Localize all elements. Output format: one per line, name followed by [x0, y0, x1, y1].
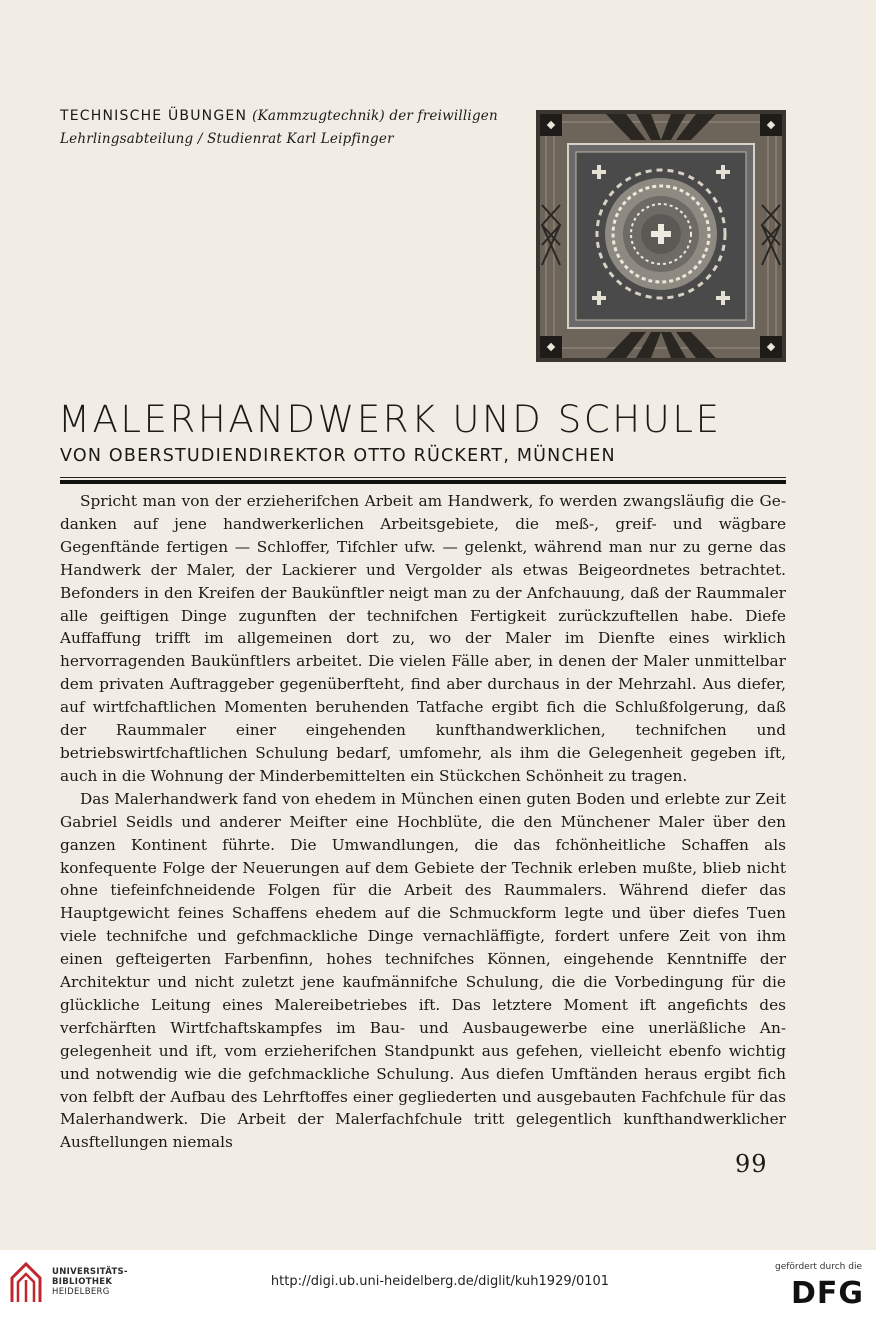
- permalink-url[interactable]: http://digi.ub.uni-heidelberg.de/diglit/kuh1929/0101: [270, 1274, 610, 1289]
- funded-by-label: gefördert durch die: [775, 1262, 862, 1272]
- title-rule-thick: [60, 480, 786, 484]
- photo-caption: [60, 104, 520, 150]
- paragraph-2: Das Malerhandwerk fand von ehedem in München einen guten Boden und erlebte zur Zeit Gabriel Seidls und anderer Meifter eine Hochblüte, die den Münchener Maler über den ganzen Kontinent führte. Die Umwandlungen, die das fchönheitliche Schaffen als konfequente Folge der Neuerungen auf dem Gebiete der Technik erleben mußte, blieb nicht ohne tiefeinfchneidende Folgen für die Arbeit des Raummalers. Während diefer das Hauptgewicht feines Schaffens ehedem auf die Schmuckform legte und über diefes Tuen viele technifche und gefchmackliche Dinge vernachläffigte, fordert unfere Zeit von ihm einen gefteigerten Farbenfinn, hohes technifches Können, eingehende Kenntniffe der Architektur und nicht zuletzt jene kaufmännifche Schulung, die die Vorbedingung für die glückliche Leitung eines Malereibetriebes ift. Das letztere Moment ift angefichts des verfchärften Wirtfchaftskampfes im Bau- und Ausbaugewerbe eine unerläßliche Angelegenheit und ift, vom erzieherifchen Standpunkt aus gefehen, vielleicht ebenfo wichtig und notwendig wie die gefchmackliche Schulung. Aus diefen Umftänden heraus ergibt fich von felbft der Aufbau des Lehrftoffes einer gegliederten und ausgebauten Fachfchule für das Malerhandwerk. Die Arbeit der Malerfachfchule tritt gelegentlich kunfthandwerklicher Ausftellungen niemals: [60, 789, 786, 1152]
- library-name-line1: UNIVERSITÄTS-: [52, 1267, 128, 1277]
- caption-heading: TECHNISCHE ÜBUNGEN: [60, 108, 248, 124]
- library-name-line2: BIBLIOTHEK: [52, 1277, 113, 1287]
- article-body: [60, 490, 786, 1154]
- page-number: 99: [735, 1150, 768, 1178]
- title-rule-thin: [60, 477, 786, 478]
- ceiling-panel-photo: [536, 110, 786, 362]
- digitization-footer: [0, 1250, 876, 1317]
- caption-credit: Lehrlingsabteilung / Studienrat Karl Leipfinger: [60, 131, 394, 147]
- library-name: [52, 1267, 128, 1297]
- dfg-logo: DFG: [790, 1276, 864, 1311]
- article-author: VON OBERSTUDIENDIREKTOR OTTO RÜCKERT, MÜNCHEN: [60, 446, 616, 466]
- paragraph-1: Spricht man von der erzieherifchen Arbeit am Handwerk, fo werden zwangsläufig die Gedanken auf jene handwerkerlichen Arbeitsgebiete, die meß-, greif- und wägbare Gegenftände fertigen — Schloffer, Tifchler ufw. — gelenkt, während man nur zu gerne das Handwerk der Maler, der Lackierer und Vergolder als etwas Beigeordnetes betrachtet. Befonders in den Kreifen der Baukünftler neigt man zu der Anfchauung, daß der Raummaler alle geiftigen Dinge zugunften der technifchen Fertigkeit zurückzuftellen habe. Diefe Auffaffung trifft im allgemeinen dort zu, wo der Maler im Dienfte eines wirklich hervorragenden Baukünftlers arbeitet. Die vielen Fälle aber, in denen der Maler unmittelbar dem privaten Auftraggeber gegenüberfteht, find aber durchaus in der Mehrzahl. Aus diefer, auf wirtfchaftlichen Momenten beruhenden Tatfache ergibt fich die Schlußfolgerung, daß der Raummaler einer eingehenden kunfthandwerklichen, technifchen und betriebswirtfchaftlichen Schulung bedarf, umfomehr, als ihm die Gelegenheit gegeben ift, auch in die Wohnung der Minderbemittelten ein Stückchen Schönheit zu tragen.: [60, 492, 786, 785]
- library-name-line3: HEIDELBERG: [52, 1287, 110, 1297]
- university-library-logo-icon: [8, 1260, 44, 1306]
- article-title: MALERHANDWERK UND SCHULE: [58, 398, 722, 441]
- caption-description: (Kammzugtechnik) der freiwilligen: [252, 108, 498, 124]
